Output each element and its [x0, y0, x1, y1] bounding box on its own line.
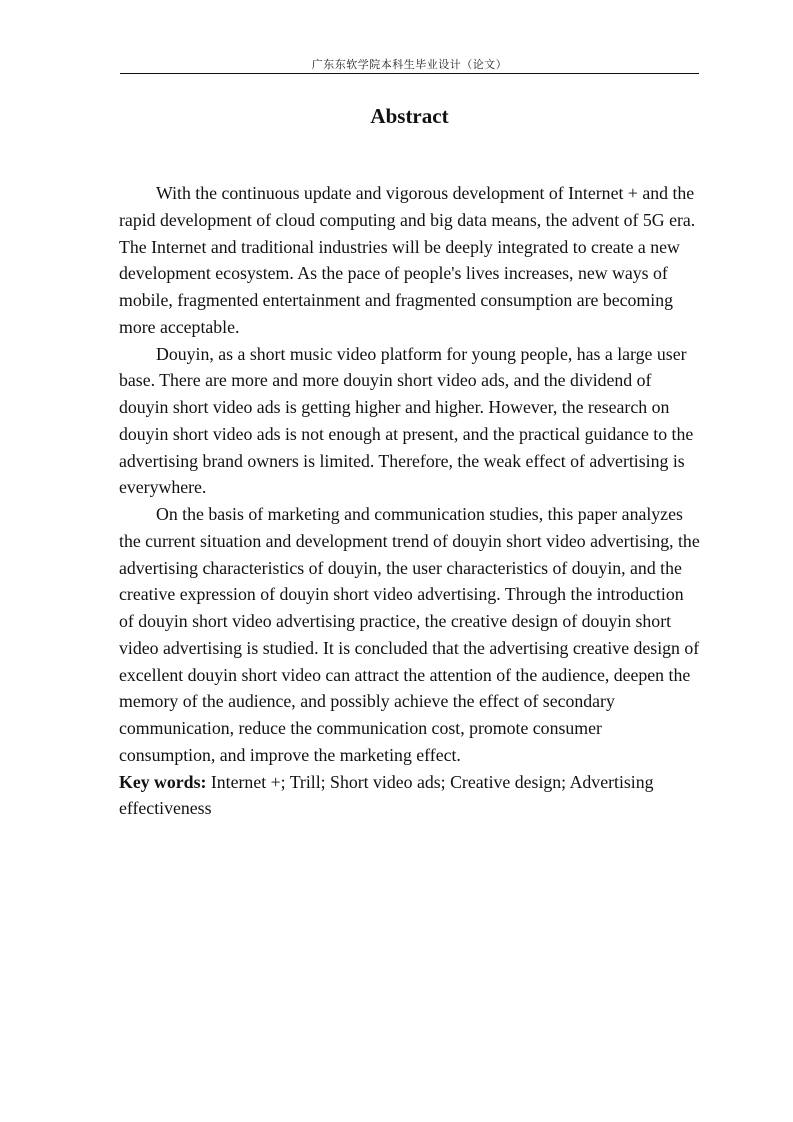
- abstract-title: Abstract: [370, 104, 449, 128]
- abstract-paragraph-3: On the basis of marketing and communication studies, this paper analyzes the current situation and development trend of douyin short video advertising, the advertising characteristics of douyin, the user characteristics of douyin, and the creative expression of douyin short video advertising. Through the introduction of douyin short video advertising practice, the creative design of douyin short video advertising is studied. It is concluded that the advertising creative design of excellent douyin short video can attract the attention of the audience, deepen the memory of the audience, and possibly achieve the effect of secondary communication, reduce the communication cost, promote consumer consumption, and improve the marketing effect.: [119, 504, 700, 765]
- keywords-label: Key words:: [119, 771, 207, 792]
- header-rule: [120, 73, 699, 74]
- abstract-paragraph-2: Douyin, as a short music video platform for young people, has a large user base. There are more and more douyin short video ads, and the dividend of douyin short video ads is getting higher and higher. However, the research on douyin short video ads is not enough at present, and the practical guidance to the advertising brand owners is limited. Therefore, the weak effect of advertising is everywhere.: [119, 343, 694, 498]
- keywords-line: [119, 769, 701, 823]
- abstract-paragraph-1: With the continuous update and vigorous development of Internet + and the rapid development of cloud computing and big data means, the advent of 5G era. The Internet and traditional industries will be deeply integrated to create a new development ecosystem. As the pace of people's lives increases, new ways of mobile, fragmented entertainment and fragmented consumption are becoming more acceptable.: [119, 183, 696, 337]
- running-header: 广东东软学院本科生毕业设计（论文）: [311, 58, 508, 71]
- keywords-text: Internet +; Trill; Short video ads; Creative design; Advertising effectiveness: [119, 771, 654, 819]
- abstract-body: [119, 180, 701, 822]
